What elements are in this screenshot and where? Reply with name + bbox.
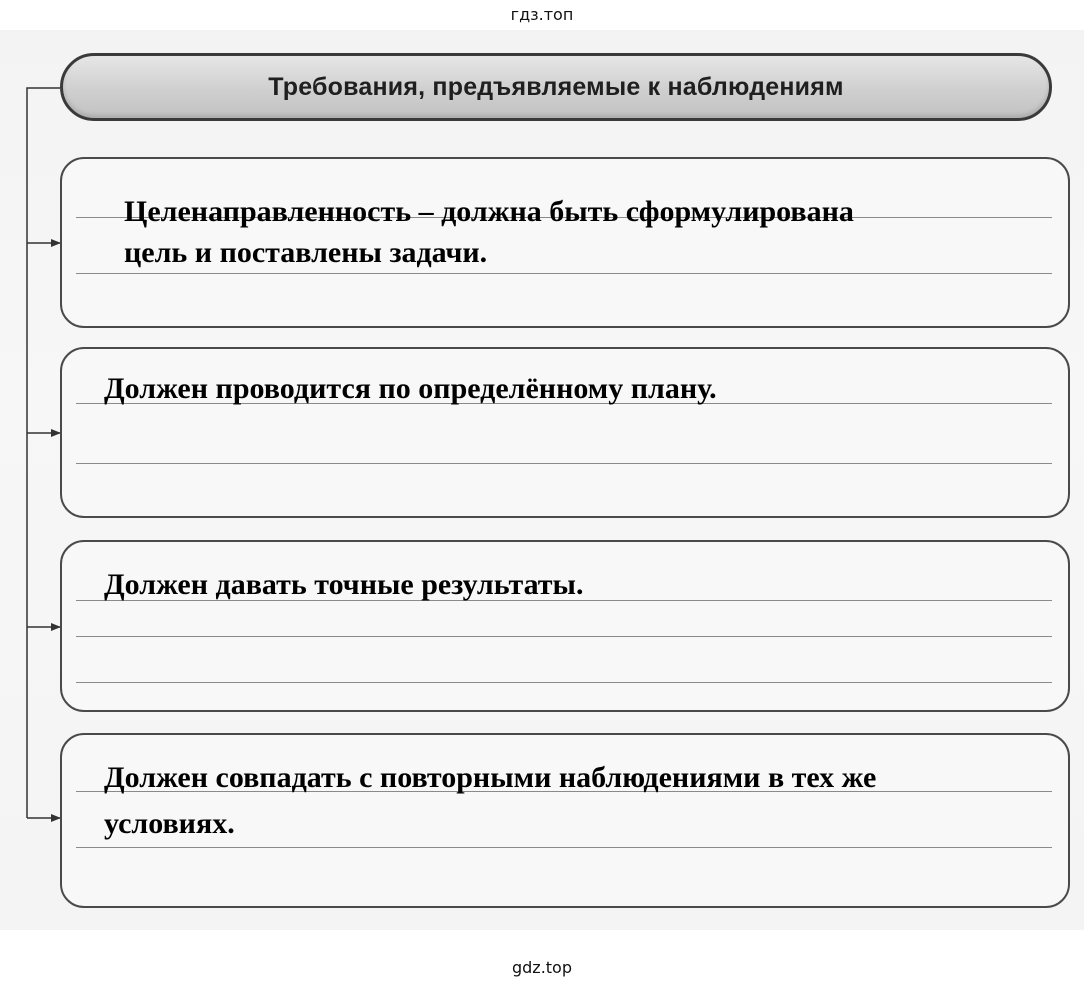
requirement-text-line-1: Целенаправленность – должна быть сформулирована (124, 195, 854, 228)
writing-line (76, 682, 1052, 683)
requirement-text-line-2: условиях. (104, 807, 235, 840)
writing-line (76, 847, 1052, 848)
requirement-text-line-1: Должен проводится по определённому плану. (104, 372, 717, 405)
requirement-text-line-1: Должен давать точные результаты. (104, 568, 584, 601)
watermark-top: гдз.топ (510, 5, 574, 24)
writing-line (76, 463, 1052, 464)
requirement-box-1 (60, 157, 1070, 328)
requirement-box-3 (60, 540, 1070, 712)
requirement-text-line-2: цель и поставлены задачи. (124, 236, 488, 269)
watermark-bottom: gdz.top (511, 958, 572, 977)
requirement-text-line-1: Должен совпадать с повторными наблюдениями в тех же (104, 761, 877, 794)
writing-line (76, 636, 1052, 637)
writing-line (76, 273, 1052, 274)
requirement-box-4 (60, 733, 1070, 908)
requirement-box-2 (60, 347, 1070, 518)
diagram-title: Требования, предъявляемые к наблюдениям (268, 72, 844, 101)
diagram-title-box (60, 53, 1052, 121)
